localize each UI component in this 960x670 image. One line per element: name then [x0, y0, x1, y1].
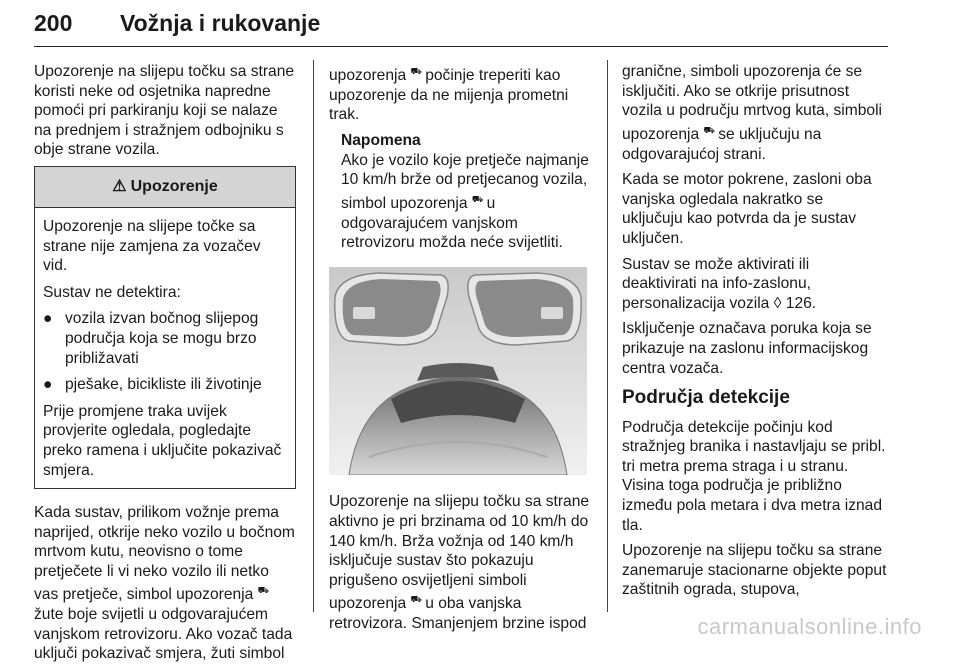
mirrors-car-illustration: [329, 267, 587, 475]
blind-spot-warning-icon: ⛟: [410, 594, 421, 605]
page-title: Vožnja i rukovanje: [120, 10, 321, 36]
column-2: [329, 62, 591, 640]
list-item: [43, 375, 287, 395]
text-span: Ako je vozilo koje pretječe najmanje 10 km/h brže od pretjecanog vozila, simbol upozorenja: [341, 151, 589, 212]
body-paragraph: [329, 492, 591, 633]
text-span: u odgovarajućem vanjskom retrovizoru možda neće svijetliti.: [341, 194, 563, 252]
body-paragraph: Područja detekcije počinju kod stražnjeg branika i nastavljaju se pribl. tri metra prema straga i u stranu. Visina toga područja je približno između pola metara i dva metra iznad tla.: [622, 418, 886, 534]
list-item: [43, 309, 287, 368]
text-span: Upozorenje na slijepu točku sa strane aktivno je pri brzinama od 10 km/h do 140 km/h. Brža vožnja od 140 km/h isključuje sustav što pokazuju prigušeno osvijetljeni simboli upozorenja: [329, 493, 590, 613]
warning-box: [34, 166, 296, 489]
bullet-text-1: vozila izvan bočnog slijepog područja koja se mogu brzo približavati: [65, 310, 259, 367]
blind-spot-warning-icon: ⛟: [257, 585, 268, 596]
page-ref-link[interactable]: 126.: [785, 294, 817, 312]
warning-text-3: Prije promjene traka uvijek provjerite ogledala, pogledajte preko ramena i uključite pokazivač smjera.: [43, 402, 282, 479]
page-header: [34, 6, 888, 47]
warning-text-2: Sustav ne detektira:: [43, 283, 181, 301]
note-text: [341, 151, 591, 253]
watermark: carmanualsonline.info: [697, 614, 922, 639]
blind-spot-warning-icon: ⛟: [471, 193, 483, 204]
column-divider: [313, 60, 314, 612]
bullet-icon: ●: [43, 310, 53, 328]
text-span: žute boje svijetli u odgovarajućem vanjskom retrovizoru. Ako vozač tada uključi pokazivač smjera, žuti simbol: [34, 606, 293, 663]
warning-title: Upozorenje: [130, 178, 218, 196]
page-number: 200: [34, 10, 73, 36]
body-paragraph: [622, 62, 888, 164]
intro-paragraph: Upozorenje na slijepu točku sa strane koristi neke od osjetnika napredne pomoći pri parkiranju koji se nalaze na prednjem i stražnjem odbojniku s obje strane vozila.: [34, 63, 295, 159]
column-divider: [607, 60, 608, 612]
warning-icon: ⚠: [112, 178, 127, 196]
body-paragraph: Isključenje označava poruka koja se prikazuje na zaslonu informacijskog centra vozača.: [622, 320, 872, 377]
text-span: Sustav se može aktivirati ili deaktivirati na info-zaslonu, personalizacija vozila: [622, 255, 811, 312]
text-span: Kada sustav, prilikom vožnje prema naprijed, otkrije neko vozilo u bočnom mrtvom kutu, neovisno o tome pretječete li vi neko vozilo ili netko vas pretječe, simbol upozorenja: [34, 504, 295, 604]
body-paragraph: [34, 503, 296, 664]
warning-text-1: Upozorenje na slijepe točke sa strane nije zamjena za vozačev vid.: [43, 217, 261, 275]
blind-spot-warning-icon: ⛟: [703, 124, 714, 135]
section-heading: Područja detekcije: [622, 387, 790, 409]
column-1: [34, 62, 296, 670]
bullet-text-2: pješake, bicikliste ili životinje: [65, 376, 262, 394]
note-block: [329, 131, 591, 253]
warning-header: [35, 167, 295, 208]
body-paragraph: Upozorenje na slijepu točku sa strane zanemaruje stacionarne objekte poput zaštitnih ograda, stupova,: [622, 542, 887, 599]
text-span: u oba vanjska retrovizora. Smanjenjem brzine ispod: [329, 595, 587, 633]
body-paragraph: [329, 62, 591, 125]
text-span: granične, simboli upozorenja će se isključiti. Ako se otkrije prisutnost vozila u području mrtvog kuta, simboli upozorenja: [622, 63, 883, 143]
text-span: upozorenja: [329, 67, 407, 85]
page-ref-icon: ◊: [773, 294, 782, 312]
note-title: Napomena: [341, 131, 421, 149]
blind-spot-warning-icon: ⛟: [410, 66, 421, 76]
text-span: se uključuju na odgovarajućoj strani.: [622, 125, 822, 163]
text-span: počinje treperiti kao upozorenje da ne mijenja prometni trak.: [329, 67, 569, 124]
body-paragraph: [622, 255, 888, 314]
body-paragraph: Kada se motor pokrene, zasloni oba vanjska ogledala nakratko se uključuju kao potvrda da je sustav uključen.: [622, 171, 872, 247]
column-3: [622, 62, 888, 606]
bullet-icon: ●: [43, 376, 53, 394]
